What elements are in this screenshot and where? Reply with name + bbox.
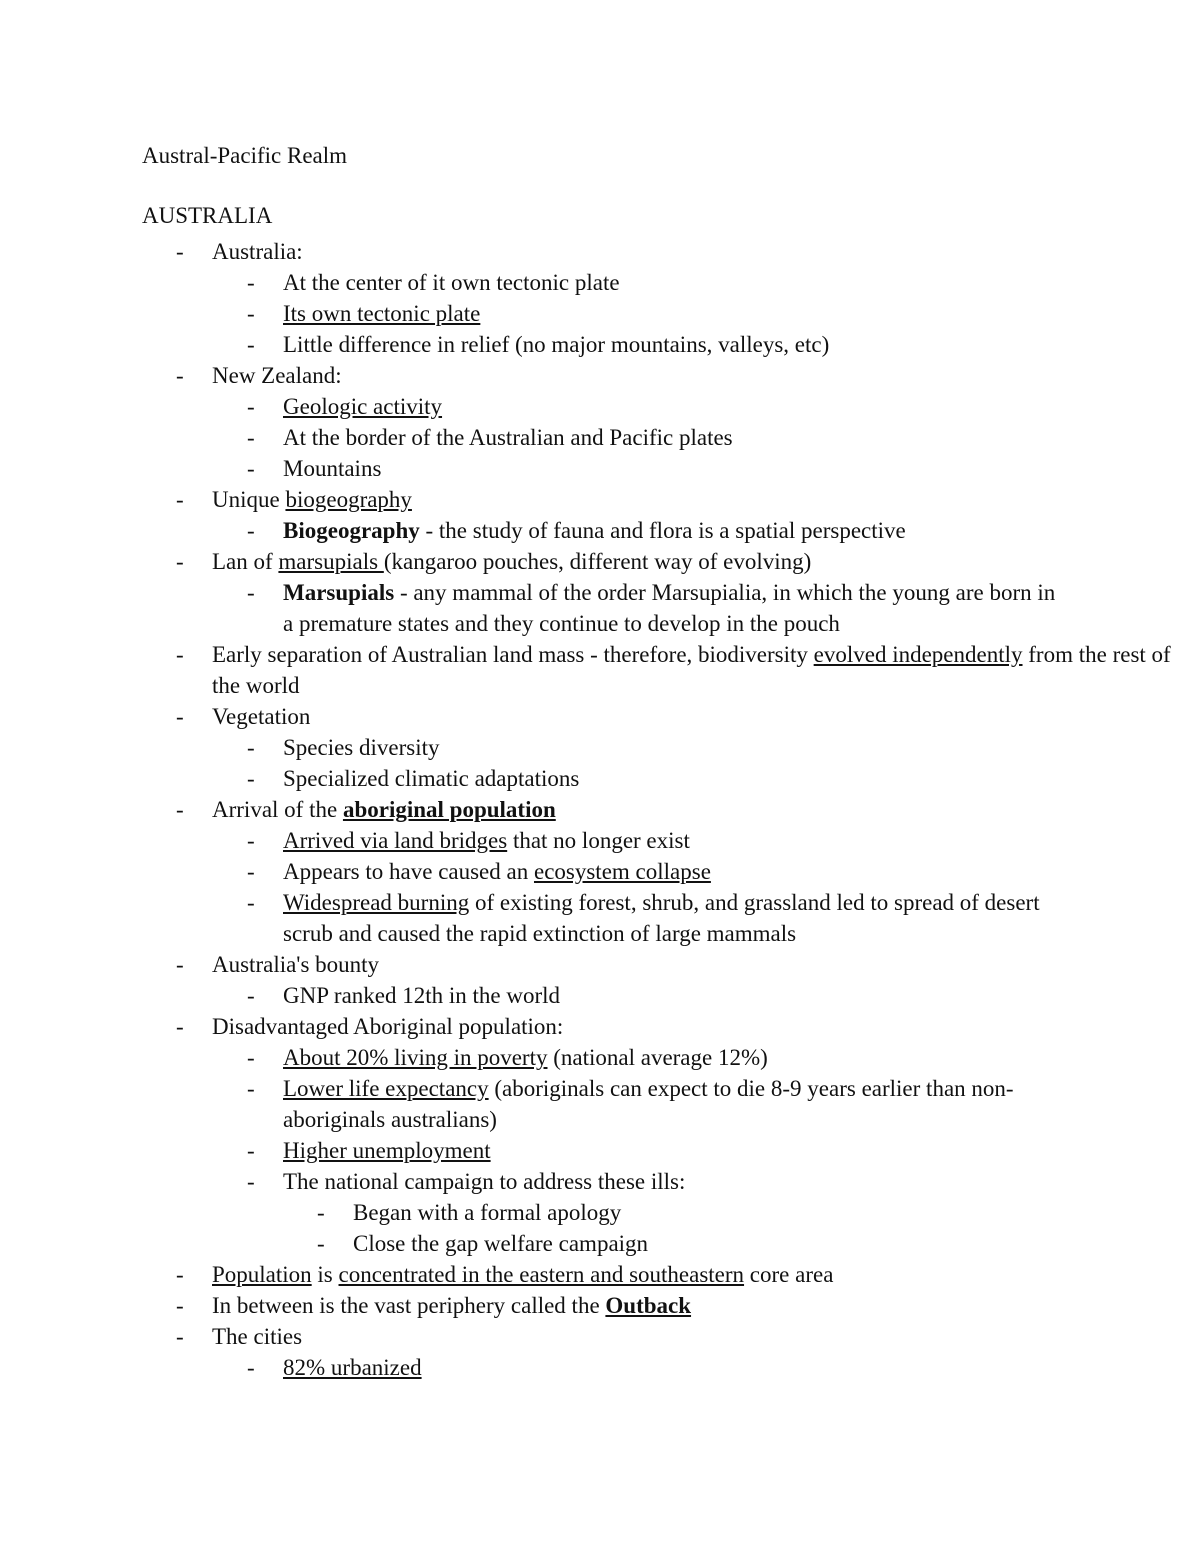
bullet-dash: -: [176, 239, 184, 264]
bullet-dash: -: [247, 828, 255, 853]
bullet-dash: -: [176, 1293, 184, 1318]
outline-item-level-1: [0, 701, 1200, 732]
underlined-text: Arrived via land bridges: [283, 828, 508, 853]
outline-item-text: [283, 270, 620, 295]
bullet-dash: -: [247, 735, 255, 760]
bullet-dash: -: [317, 1231, 325, 1256]
outline-item-text: [212, 1293, 691, 1318]
outline-item-text: [353, 1231, 648, 1256]
outline-item-text: [212, 1324, 302, 1349]
bullet-dash: -: [176, 704, 184, 729]
outline-item-text: [283, 425, 733, 450]
underlined-text: ecosystem collapse: [533, 859, 711, 884]
outline-item-text: [212, 549, 811, 574]
text-run: The national campaign to address these ills:: [283, 1169, 686, 1194]
bullet-dash: -: [247, 983, 255, 1008]
text-run: of existing forest, shrub, and grassland led to spread of desert scrub and caused the rapid extinction of large mammals: [283, 890, 1040, 946]
underlined-text: marsupials: [278, 549, 384, 574]
text-run: Unique: [212, 487, 286, 512]
bullet-dash: -: [247, 1138, 255, 1163]
outline-item-text: [212, 363, 342, 388]
outline-item-level-2: [0, 887, 1200, 949]
outline-item-level-2: [0, 515, 1200, 546]
bullet-dash: -: [247, 580, 255, 605]
bullet-dash: -: [247, 859, 255, 884]
text-run: Began with a formal apology: [353, 1200, 622, 1225]
outline-item-text: [212, 1014, 563, 1039]
text-run: Mountains: [283, 456, 382, 481]
term-bold: aboriginal population: [342, 797, 556, 822]
text-run: The cities: [212, 1324, 303, 1349]
text-run: Little difference in relief (no major mountains, valleys, etc): [283, 332, 830, 357]
outline-item-level-1: [0, 639, 1200, 701]
bullet-dash: -: [247, 1076, 255, 1101]
outline-item-level-2: [0, 577, 1200, 639]
term-bold: Biogeography: [283, 518, 420, 543]
outline-item-text: [283, 332, 829, 357]
outline-item-level-2: [0, 763, 1200, 794]
underlined-text: 82% urbanized: [283, 1355, 422, 1380]
bullet-dash: -: [176, 1014, 184, 1039]
bullet-dash: -: [247, 301, 255, 326]
bullet-dash: -: [176, 487, 184, 512]
bullet-dash: -: [247, 1355, 255, 1380]
underlined-text: concentrated in the eastern and southeastern: [338, 1262, 745, 1287]
bullet-dash: -: [176, 952, 184, 977]
text-run: core area: [744, 1262, 834, 1287]
outline-item-text: [212, 239, 303, 264]
text-run: is: [311, 1262, 339, 1287]
outline-item-text: [283, 1076, 1014, 1132]
bullet-dash: -: [247, 425, 255, 450]
outline-item-text: [283, 1045, 768, 1070]
outline-item-level-2: [0, 1135, 1200, 1166]
outline-item-text: [212, 952, 379, 977]
bullet-dash: -: [247, 1045, 255, 1070]
outline-item-level-1: [0, 794, 1200, 825]
term-bold: Marsupials: [283, 580, 395, 605]
document-title: Austral-Pacific Realm: [142, 143, 348, 168]
outline-item-text: [212, 1262, 833, 1287]
outline-item-text: [212, 642, 1171, 698]
outline-item-text: [283, 983, 560, 1008]
text-run: Australia's bounty: [212, 952, 380, 977]
outline-item-text: [283, 890, 1040, 946]
text-run: (national average 12%): [547, 1045, 768, 1070]
outline-item-text: [283, 859, 711, 884]
outline-item-text: [283, 1169, 685, 1194]
outline-item-level-1: [0, 1321, 1200, 1352]
outline-item-text: [212, 797, 556, 822]
bullet-dash: -: [247, 890, 255, 915]
outline-item-level-2: [0, 1166, 1200, 1197]
bullet-dash: -: [247, 270, 255, 295]
text-run: (aboriginals can expect to die 8-9 years earlier than non-aboriginals australians): [283, 1076, 1014, 1132]
outline-item-level-2: [0, 1073, 1200, 1135]
outline-item-text: [283, 1355, 422, 1380]
underlined-text: Its own tectonic plate: [283, 301, 481, 326]
outline-item-level-1: [0, 949, 1200, 980]
text-run: Early separation of Australian land mass - therefore, biodiversity: [212, 642, 814, 667]
outline-item-text: [283, 735, 440, 760]
text-run: Species diversity: [283, 735, 440, 760]
outline-item-level-1: [0, 1290, 1200, 1321]
text-run: Vegetation: [212, 704, 311, 729]
outline-item-level-1: [0, 546, 1200, 577]
outline-item-text: [283, 456, 381, 481]
bullet-dash: -: [247, 332, 255, 357]
text-run: Disadvantaged Aboriginal population:: [212, 1014, 564, 1039]
text-run: Australia:: [212, 239, 303, 264]
outline-item-level-1: [0, 484, 1200, 515]
outline-item-text: [212, 487, 412, 512]
outline-item-text: [283, 580, 1055, 636]
bullet-dash: -: [176, 363, 184, 388]
bullet-dash: -: [247, 456, 255, 481]
bullet-dash: -: [176, 1262, 184, 1287]
outline-item-level-1: [0, 1259, 1200, 1290]
outline-item-text: [283, 301, 480, 326]
bullet-dash: -: [247, 394, 255, 419]
outline-item-text: [283, 828, 690, 853]
text-run: that no longer exist: [507, 828, 690, 853]
underlined-text: Widespread burning: [283, 890, 470, 915]
text-run: Lan of: [212, 549, 279, 574]
outline-item-text: [283, 518, 906, 543]
outline-item-level-2: [0, 856, 1200, 887]
text-run: Appears to have caused an: [283, 859, 534, 884]
text-run: At the border of the Australian and Pacific plates: [283, 425, 733, 450]
text-run: In between is the vast periphery called the: [212, 1293, 606, 1318]
outline-item-level-2: [0, 298, 1200, 329]
outline-item-level-2: [0, 980, 1200, 1011]
underlined-text: Population: [212, 1262, 312, 1287]
bullet-dash: -: [176, 1324, 184, 1349]
outline-item-level-2: [0, 267, 1200, 298]
outline-item-level-2: [0, 453, 1200, 484]
text-run: GNP ranked 12th in the world: [283, 983, 561, 1008]
outline-item-text: [212, 704, 310, 729]
bullet-dash: -: [247, 518, 255, 543]
outline-item-level-2: [0, 329, 1200, 360]
text-run: New Zealand:: [212, 363, 342, 388]
outline-item-level-2: [0, 732, 1200, 763]
outline-item-level-2: [0, 422, 1200, 453]
underlined-text: evolved independently: [813, 642, 1023, 667]
underlined-text: Higher unemployment: [283, 1138, 491, 1163]
underlined-text: Geologic activity: [283, 394, 443, 419]
outline-item-text: [283, 394, 442, 419]
outline-list: [0, 236, 1200, 1383]
bullet-dash: -: [176, 549, 184, 574]
outline-item-level-2: [0, 1352, 1200, 1383]
outline-item-text: [283, 766, 579, 791]
underlined-text: biogeography: [285, 487, 412, 512]
outline-item-level-2: [0, 391, 1200, 422]
outline-item-text: [283, 1138, 491, 1163]
outline-item-level-1: [0, 1011, 1200, 1042]
bullet-dash: -: [176, 642, 184, 667]
section-heading: AUSTRALIA: [142, 203, 273, 228]
outline-item-level-2: [0, 1042, 1200, 1073]
outline-item-level-3: [0, 1228, 1200, 1259]
outline-item-text: [353, 1200, 621, 1225]
text-run: Specialized climatic adaptations: [283, 766, 580, 791]
underlined-text: Lower life expectancy: [283, 1076, 489, 1101]
bullet-dash: -: [176, 797, 184, 822]
text-run: Arrival of the: [212, 797, 343, 822]
text-run: - the study of fauna and flora is a spatial perspective: [419, 518, 906, 543]
term-bold: Outback: [605, 1293, 692, 1318]
text-run: Close the gap welfare campaign: [353, 1231, 649, 1256]
outline-item-level-1: [0, 360, 1200, 391]
outline-item-level-3: [0, 1197, 1200, 1228]
bullet-dash: -: [247, 766, 255, 791]
bullet-dash: -: [247, 1169, 255, 1194]
text-run: (kangaroo pouches, different way of evolving): [383, 549, 812, 574]
outline-item-level-2: [0, 825, 1200, 856]
text-run: - any mammal of the order Marsupialia, in which the young are born in a premature states and they continue to develop in the pouch: [283, 580, 1056, 636]
outline-item-level-1: [0, 236, 1200, 267]
text-run: from the rest of the world: [212, 642, 1171, 698]
underlined-text: About 20% living in poverty: [283, 1045, 548, 1070]
text-run: At the center of it own tectonic plate: [283, 270, 620, 295]
bullet-dash: -: [317, 1200, 325, 1225]
